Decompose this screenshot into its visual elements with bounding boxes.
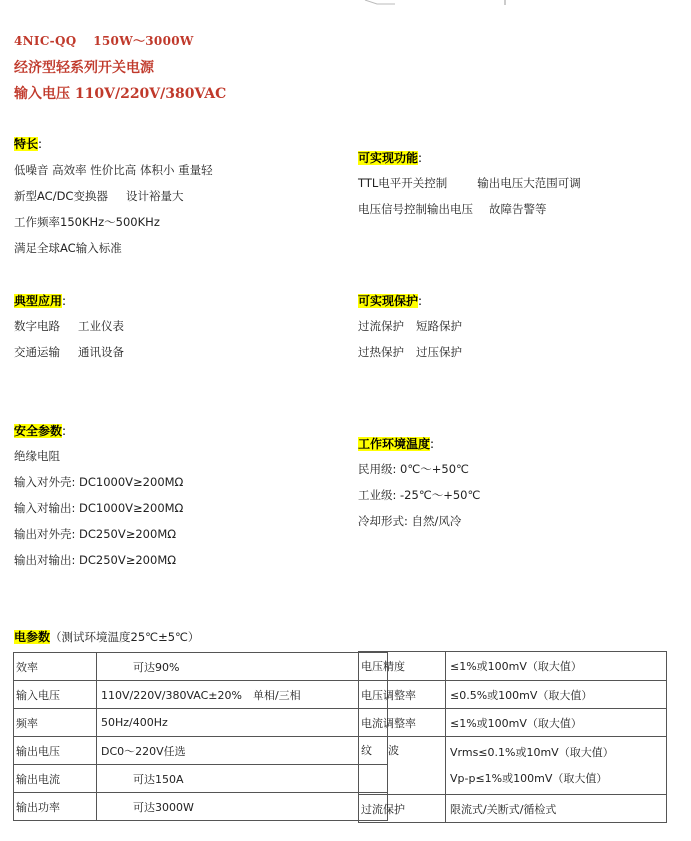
param-label: 输出电压 xyxy=(14,737,97,765)
param-value: 110V/220V/380VAC±20% 单相/三相 xyxy=(97,681,388,709)
protection-line-2: 过热保护 过压保护 xyxy=(358,345,462,359)
param-value: 可达150A xyxy=(97,765,388,793)
safety-line-5: 输出对输出: DC250V≥200MΩ xyxy=(14,553,177,567)
model-title: 4NIC-QQ 150W～3000W xyxy=(14,34,194,48)
safety-heading: 安全参数: xyxy=(14,424,67,438)
functions-line-2: 电压信号控制输出电压 故障告警等 xyxy=(358,202,547,216)
param-value: ≤1%或100mV（取大值） xyxy=(446,709,667,737)
table-row xyxy=(359,681,667,709)
environment-line-2: 工业级: -25℃～+50℃ xyxy=(358,488,481,502)
param-label: 效率 xyxy=(14,653,97,681)
protection-heading: 可实现保护: xyxy=(358,294,423,308)
table-row xyxy=(359,737,667,795)
param-value: ≤1%或100mV（取大值） xyxy=(446,652,667,681)
table-row xyxy=(14,653,388,681)
param-value-ripple xyxy=(446,737,667,795)
environment-heading: 工作环境温度: xyxy=(358,437,435,451)
table-row xyxy=(359,709,667,737)
param-label: 输出功率 xyxy=(14,793,97,821)
features-line-1: 低噪音 高效率 性价比高 体积小 重量轻 xyxy=(14,163,213,177)
table-row xyxy=(359,795,667,823)
param-value: DC0～220V任选 xyxy=(97,737,388,765)
top-crop-fragment xyxy=(355,0,515,6)
input-voltage-title: 输入电压 110V/220V/380VAC xyxy=(14,86,227,102)
table-row xyxy=(14,737,388,765)
ripple-pp: Vp-p≤1%或100mV（取大值） xyxy=(450,771,608,785)
param-label-ripple: 纹波 xyxy=(359,737,446,795)
applications-heading: 典型应用: xyxy=(14,294,67,308)
table-row xyxy=(14,709,388,737)
environment-line-3: 冷却形式: 自然/风冷 xyxy=(358,514,462,528)
param-label: 电压精度 xyxy=(359,652,446,681)
features-line-3: 工作频率150KHz～500KHz xyxy=(14,215,160,229)
electrical-heading: 电参数（测试环境温度25℃±5℃） xyxy=(14,630,200,644)
features-heading: 特长: xyxy=(14,137,43,151)
applications-line-1: 数字电路 工业仪表 xyxy=(14,319,124,333)
protection-line-1: 过流保护 短路保护 xyxy=(358,319,462,333)
safety-line-2: 输入对外壳: DC1000V≥200MΩ xyxy=(14,475,184,489)
param-label: 输出电流 xyxy=(14,765,97,793)
safety-line-3: 输入对输出: DC1000V≥200MΩ xyxy=(14,501,184,515)
series-title: 经济型轻系列开关电源 xyxy=(14,60,154,76)
features-line-4: 满足全球AC输入标准 xyxy=(14,241,122,255)
param-label: 电压调整率 xyxy=(359,681,446,709)
features-line-2: 新型AC/DC变换器 设计裕量大 xyxy=(14,189,184,203)
param-label: 电流调整率 xyxy=(359,709,446,737)
ripple-rms: Vrms≤0.1%或10mV（取大值） xyxy=(450,745,614,759)
electrical-table-left xyxy=(13,652,388,821)
param-value: ≤0.5%或100mV（取大值） xyxy=(446,681,667,709)
applications-line-2: 交通运输 通讯设备 xyxy=(14,345,124,359)
safety-line-1: 绝缘电阻 xyxy=(14,449,60,463)
param-label: 输入电压 xyxy=(14,681,97,709)
param-label: 过流保护 xyxy=(359,795,446,823)
param-value: 限流式/关断式/循检式 xyxy=(446,795,667,823)
param-value: 50Hz/400Hz xyxy=(97,709,388,737)
functions-heading: 可实现功能: xyxy=(358,151,423,165)
table-row xyxy=(14,765,388,793)
param-value: 可达90% xyxy=(97,653,388,681)
table-row xyxy=(359,652,667,681)
param-label: 频率 xyxy=(14,709,97,737)
table-row xyxy=(14,793,388,821)
safety-line-4: 输出对外壳: DC250V≥200MΩ xyxy=(14,527,177,541)
electrical-table-right xyxy=(358,651,667,823)
functions-line-1: TTL电平开关控制 输出电压大范围可调 xyxy=(358,176,581,190)
environment-line-1: 民用级: 0℃～+50℃ xyxy=(358,462,469,476)
param-value: 可达3000W xyxy=(97,793,388,821)
table-row xyxy=(14,681,388,709)
